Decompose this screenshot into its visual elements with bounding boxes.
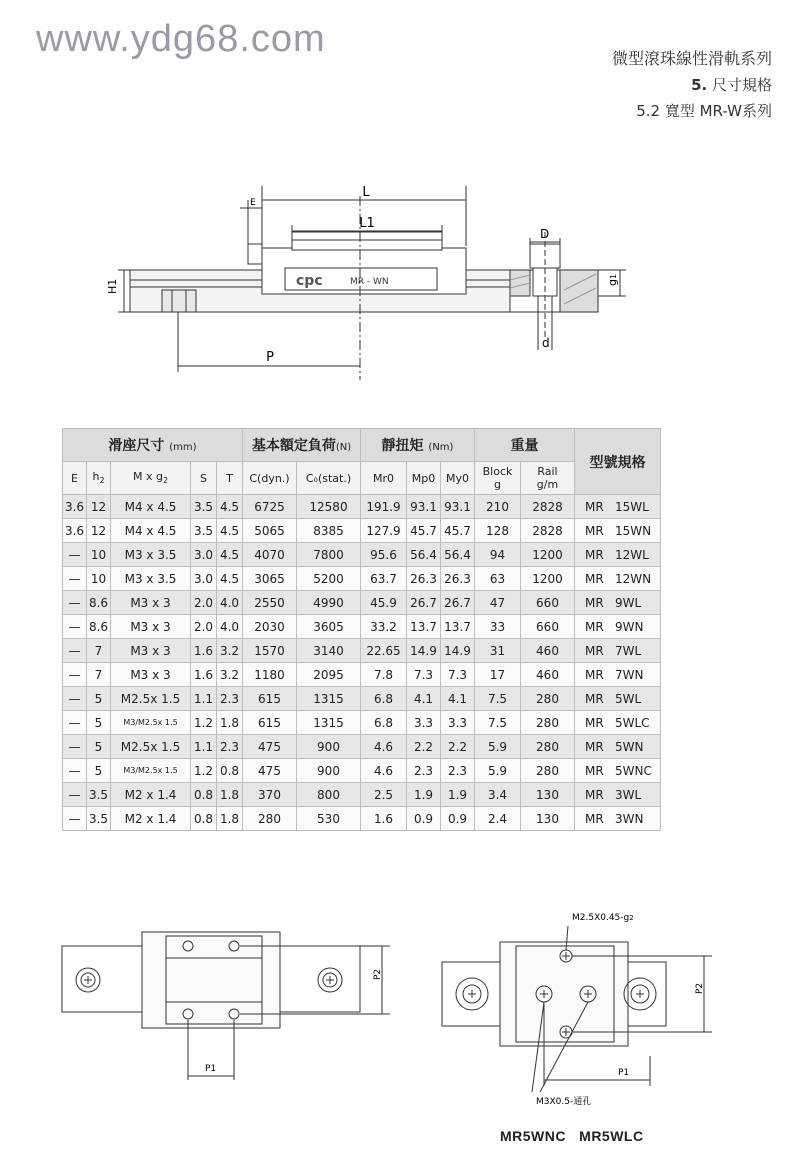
table-row [63, 639, 661, 663]
cell-m: M3 x 3.5 [111, 567, 191, 591]
cell-block: 2.4 [475, 807, 521, 831]
cell-t: 4.0 [217, 615, 243, 639]
cell-model [575, 687, 661, 711]
model-code: 5WNC [615, 763, 652, 778]
cell-h2: 8.6 [87, 591, 111, 615]
cell-c: 4070 [243, 543, 297, 567]
cell-rail: 280 [521, 759, 575, 783]
cell-my: 14.9 [441, 639, 475, 663]
model-code: 9WL [615, 595, 642, 610]
cell-e: — [63, 663, 87, 687]
cell-h2: 5 [87, 735, 111, 759]
cell-rail: 1200 [521, 567, 575, 591]
col-rail: Rail g/m [521, 462, 575, 495]
cell-m: M3 x 3.5 [111, 543, 191, 567]
cell-e: — [63, 591, 87, 615]
cell-c0: 8385 [297, 519, 361, 543]
model-prefix: MR [585, 571, 604, 586]
cell-my: 3.3 [441, 711, 475, 735]
cell-rail: 280 [521, 687, 575, 711]
cell-e: — [63, 807, 87, 831]
cell-rail: 460 [521, 639, 575, 663]
cell-s: 2.0 [191, 591, 217, 615]
cell-c: 615 [243, 711, 297, 735]
table-row [63, 807, 661, 831]
cell-c0: 2095 [297, 663, 361, 687]
cell-c: 475 [243, 735, 297, 759]
cell-c0: 1315 [297, 711, 361, 735]
cell-mr: 22.65 [361, 639, 407, 663]
col-Mp: Mp0 [407, 462, 441, 495]
cell-m: M3 x 3 [111, 639, 191, 663]
cell-m: M3/M2.5x 1.5 [111, 711, 191, 735]
cell-e: — [63, 615, 87, 639]
cell-h2: 7 [87, 663, 111, 687]
cell-mr: 191.9 [361, 495, 407, 519]
cell-my: 7.3 [441, 663, 475, 687]
table-row [63, 663, 661, 687]
cell-c: 280 [243, 807, 297, 831]
cell-block: 94 [475, 543, 521, 567]
cell-t: 4.5 [217, 519, 243, 543]
cell-s: 3.0 [191, 543, 217, 567]
model-prefix: MR [585, 643, 604, 658]
cell-t: 1.8 [217, 711, 243, 735]
col-block: Block g [475, 462, 521, 495]
dim-H1-label: H1 [106, 278, 119, 294]
cell-model [575, 495, 661, 519]
cell-c: 2030 [243, 615, 297, 639]
section-number: 5. [691, 76, 708, 94]
dim-d-label: d [542, 336, 550, 350]
model-prefix: MR [585, 811, 604, 826]
cell-block: 63 [475, 567, 521, 591]
cell-block: 17 [475, 663, 521, 687]
cell-block: 7.5 [475, 687, 521, 711]
model-code: 5WL [615, 691, 642, 706]
cell-my: 13.7 [441, 615, 475, 639]
group-weight: 重量 [475, 429, 575, 462]
col-C: C(dyn.) [243, 462, 297, 495]
cell-m: M2.5x 1.5 [111, 687, 191, 711]
model-prefix: MR [585, 715, 604, 730]
model-code: 12WL [615, 547, 649, 562]
cell-mr: 2.5 [361, 783, 407, 807]
cell-t: 4.5 [217, 495, 243, 519]
cell-s: 0.8 [191, 807, 217, 831]
cell-h2: 5 [87, 711, 111, 735]
cell-rail: 280 [521, 735, 575, 759]
cell-block: 210 [475, 495, 521, 519]
cell-m: M3/M2.5x 1.5 [111, 759, 191, 783]
cell-rail: 1200 [521, 543, 575, 567]
model-prefix: MR [585, 667, 604, 682]
cell-h2: 7 [87, 639, 111, 663]
cell-rail: 280 [521, 711, 575, 735]
cell-c: 615 [243, 687, 297, 711]
cell-s: 1.1 [191, 687, 217, 711]
cell-t: 3.2 [217, 663, 243, 687]
model-code: 5WLC [615, 715, 650, 730]
cell-c: 475 [243, 759, 297, 783]
cell-my: 0.9 [441, 807, 475, 831]
cell-e: — [63, 759, 87, 783]
cell-rail: 2828 [521, 519, 575, 543]
cell-mr: 4.6 [361, 759, 407, 783]
dim-E-label: E [250, 198, 256, 208]
cell-t: 2.3 [217, 735, 243, 759]
cell-h2: 10 [87, 543, 111, 567]
cell-c0: 900 [297, 759, 361, 783]
cell-s: 0.8 [191, 783, 217, 807]
table-row [63, 759, 661, 783]
cell-my: 45.7 [441, 519, 475, 543]
col-My: My0 [441, 462, 475, 495]
cell-e: — [63, 567, 87, 591]
cell-h2: 3.5 [87, 807, 111, 831]
cell-e: — [63, 735, 87, 759]
cell-h2: 8.6 [87, 615, 111, 639]
dim-g1-label: g1 [606, 273, 619, 286]
cell-mp: 93.1 [407, 495, 441, 519]
cell-mp: 0.9 [407, 807, 441, 831]
cell-model [575, 807, 661, 831]
model-prefix: MR [585, 595, 604, 610]
cell-model [575, 783, 661, 807]
model-prefix: MR [585, 739, 604, 754]
cell-mp: 13.7 [407, 615, 441, 639]
model-code: 9WN [615, 619, 644, 634]
model-prefix: MR [585, 523, 604, 538]
table-row [63, 783, 661, 807]
cell-my: 2.2 [441, 735, 475, 759]
col-T: T [217, 462, 243, 495]
table-row [63, 543, 661, 567]
cell-model [575, 711, 661, 735]
model-code: 3WN [615, 811, 644, 826]
series-title: 微型滾珠線性滑軌系列 [611, 49, 772, 68]
cell-m: M2 x 1.4 [111, 783, 191, 807]
cell-s: 3.0 [191, 567, 217, 591]
group-torque: 靜扭矩 (Nm) [361, 429, 475, 462]
website-url: www.ydg68.com [36, 18, 326, 60]
cell-c: 6725 [243, 495, 297, 519]
cell-mp: 4.1 [407, 687, 441, 711]
cell-h2: 5 [87, 759, 111, 783]
cell-mr: 1.6 [361, 807, 407, 831]
cell-e: 3.6 [63, 495, 87, 519]
cell-m: M2.5x 1.5 [111, 735, 191, 759]
spec-table [62, 428, 661, 831]
cell-mp: 7.3 [407, 663, 441, 687]
cell-h2: 10 [87, 567, 111, 591]
table-row [63, 615, 661, 639]
dim-P-label: P [266, 350, 274, 365]
cell-my: 2.3 [441, 759, 475, 783]
cell-c0: 1315 [297, 687, 361, 711]
table-row [63, 687, 661, 711]
model-prefix: MR [585, 547, 604, 562]
col-S: S [191, 462, 217, 495]
cell-c: 1570 [243, 639, 297, 663]
cell-my: 26.3 [441, 567, 475, 591]
dim-L-label: L [362, 185, 370, 200]
cell-mr: 127.9 [361, 519, 407, 543]
cell-c: 1180 [243, 663, 297, 687]
cell-t: 2.3 [217, 687, 243, 711]
cell-model [575, 519, 661, 543]
cell-mr: 95.6 [361, 543, 407, 567]
cell-c0: 3140 [297, 639, 361, 663]
cell-rail: 130 [521, 807, 575, 831]
col-M: M x $g_2$ [111, 462, 191, 495]
cell-mr: 7.8 [361, 663, 407, 687]
right-P1-label: P1 [618, 1068, 630, 1078]
cell-t: 4.0 [217, 591, 243, 615]
cell-c0: 3605 [297, 615, 361, 639]
cell-s: 1.6 [191, 663, 217, 687]
model-code: 12WN [615, 571, 652, 586]
table-row [63, 495, 661, 519]
cell-mp: 2.2 [407, 735, 441, 759]
col-Mr: Mr0 [361, 462, 407, 495]
cell-mp: 3.3 [407, 711, 441, 735]
block-model-label: MR - WN [350, 277, 389, 287]
cell-t: 0.8 [217, 759, 243, 783]
group-load: 基本額定負荷(N) [243, 429, 361, 462]
cell-t: 4.5 [217, 543, 243, 567]
cell-rail: 2828 [521, 495, 575, 519]
cell-my: 4.1 [441, 687, 475, 711]
model-code: 7WN [615, 667, 644, 682]
model-code: 5WN [615, 739, 644, 754]
model-code: 7WL [615, 643, 642, 658]
cell-h2: 12 [87, 519, 111, 543]
cell-s: 1.1 [191, 735, 217, 759]
cell-mp: 26.7 [407, 591, 441, 615]
model-prefix: MR [585, 619, 604, 634]
col-E: E [63, 462, 87, 495]
cell-m: M2 x 1.4 [111, 807, 191, 831]
cell-c: 5065 [243, 519, 297, 543]
cell-block: 5.9 [475, 735, 521, 759]
cell-model [575, 759, 661, 783]
cell-mp: 26.3 [407, 567, 441, 591]
cell-t: 4.5 [217, 567, 243, 591]
cell-c0: 12580 [297, 495, 361, 519]
cell-e: — [63, 639, 87, 663]
cell-s: 3.5 [191, 495, 217, 519]
cell-c: 3065 [243, 567, 297, 591]
model-prefix: MR [585, 691, 604, 706]
group-slider: 滑座尺寸 (mm) [63, 429, 243, 462]
cell-h2: 3.5 [87, 783, 111, 807]
cell-mr: 33.2 [361, 615, 407, 639]
cell-c0: 7800 [297, 543, 361, 567]
model-prefix: MR [585, 499, 604, 514]
cell-block: 47 [475, 591, 521, 615]
cell-mr: 6.8 [361, 687, 407, 711]
bottom-caption: MR5WNC MR5WLC [500, 1128, 644, 1144]
cell-e: — [63, 711, 87, 735]
cell-mr: 45.9 [361, 591, 407, 615]
col-h2: $h_2$ [87, 462, 111, 495]
cell-model [575, 615, 661, 639]
model-code: 15WN [615, 523, 652, 538]
cell-model [575, 591, 661, 615]
cell-rail: 660 [521, 591, 575, 615]
cell-e: — [63, 687, 87, 711]
cell-model [575, 567, 661, 591]
cell-s: 2.0 [191, 615, 217, 639]
cell-block: 33 [475, 615, 521, 639]
cell-rail: 460 [521, 663, 575, 687]
cell-mp: 56.4 [407, 543, 441, 567]
top-drawing [0, 0, 800, 400]
cell-m: M3 x 3 [111, 591, 191, 615]
cell-c: 2550 [243, 591, 297, 615]
block-logo: cpc [296, 273, 323, 289]
cell-e: — [63, 543, 87, 567]
cell-c0: 530 [297, 807, 361, 831]
bottom-drawing [0, 880, 800, 1125]
cell-h2: 12 [87, 495, 111, 519]
cell-c: 370 [243, 783, 297, 807]
cell-mp: 2.3 [407, 759, 441, 783]
left-P2-label: P2 [373, 968, 383, 980]
cell-mp: 14.9 [407, 639, 441, 663]
cell-s: 1.2 [191, 711, 217, 735]
cell-block: 3.4 [475, 783, 521, 807]
hole-label: M3X0.5-通孔 [536, 1097, 592, 1107]
thread-label: M2.5X0.45-g2 [572, 913, 634, 923]
cell-s: 3.5 [191, 519, 217, 543]
cell-my: 26.7 [441, 591, 475, 615]
model-code: 15WL [615, 499, 649, 514]
section-name: 尺寸規格 [711, 76, 772, 94]
col-C0: C₀(stat.) [297, 462, 361, 495]
cell-c0: 900 [297, 735, 361, 759]
cell-t: 1.8 [217, 783, 243, 807]
cell-m: M3 x 3 [111, 663, 191, 687]
cell-model [575, 639, 661, 663]
cell-mr: 4.6 [361, 735, 407, 759]
cell-rail: 660 [521, 615, 575, 639]
model-code: 3WL [615, 787, 642, 802]
model-prefix: MR [585, 763, 604, 778]
cell-model [575, 663, 661, 687]
cell-t: 3.2 [217, 639, 243, 663]
table-row [63, 735, 661, 759]
cell-my: 93.1 [441, 495, 475, 519]
cell-block: 31 [475, 639, 521, 663]
cell-m: M3 x 3 [111, 615, 191, 639]
cell-my: 1.9 [441, 783, 475, 807]
cell-mp: 45.7 [407, 519, 441, 543]
cell-rail: 130 [521, 783, 575, 807]
cell-my: 56.4 [441, 543, 475, 567]
cell-model [575, 735, 661, 759]
subsection-title: 5.2 寬型 MR-W系列 [636, 102, 772, 120]
cell-m: M4 x 4.5 [111, 519, 191, 543]
table-row [63, 519, 661, 543]
cell-mr: 63.7 [361, 567, 407, 591]
cell-c0: 800 [297, 783, 361, 807]
cell-block: 128 [475, 519, 521, 543]
cell-s: 1.2 [191, 759, 217, 783]
model-prefix: MR [585, 787, 604, 802]
cell-e: — [63, 783, 87, 807]
right-P2-label: P2 [695, 982, 705, 994]
dim-L1-label: L1 [359, 216, 375, 231]
dim-D-label: D [540, 227, 550, 241]
cell-block: 5.9 [475, 759, 521, 783]
group-model: 型號規格 [575, 429, 661, 495]
cell-mr: 6.8 [361, 711, 407, 735]
table-row [63, 567, 661, 591]
cell-block: 7.5 [475, 711, 521, 735]
cell-m: M4 x 4.5 [111, 495, 191, 519]
cell-s: 1.6 [191, 639, 217, 663]
cell-e: 3.6 [63, 519, 87, 543]
cell-t: 1.8 [217, 807, 243, 831]
cell-h2: 5 [87, 687, 111, 711]
cell-model [575, 543, 661, 567]
left-P1-label: P1 [205, 1064, 217, 1074]
cell-c0: 5200 [297, 567, 361, 591]
table-row [63, 711, 661, 735]
cell-c0: 4990 [297, 591, 361, 615]
cell-mp: 1.9 [407, 783, 441, 807]
table-row [63, 591, 661, 615]
